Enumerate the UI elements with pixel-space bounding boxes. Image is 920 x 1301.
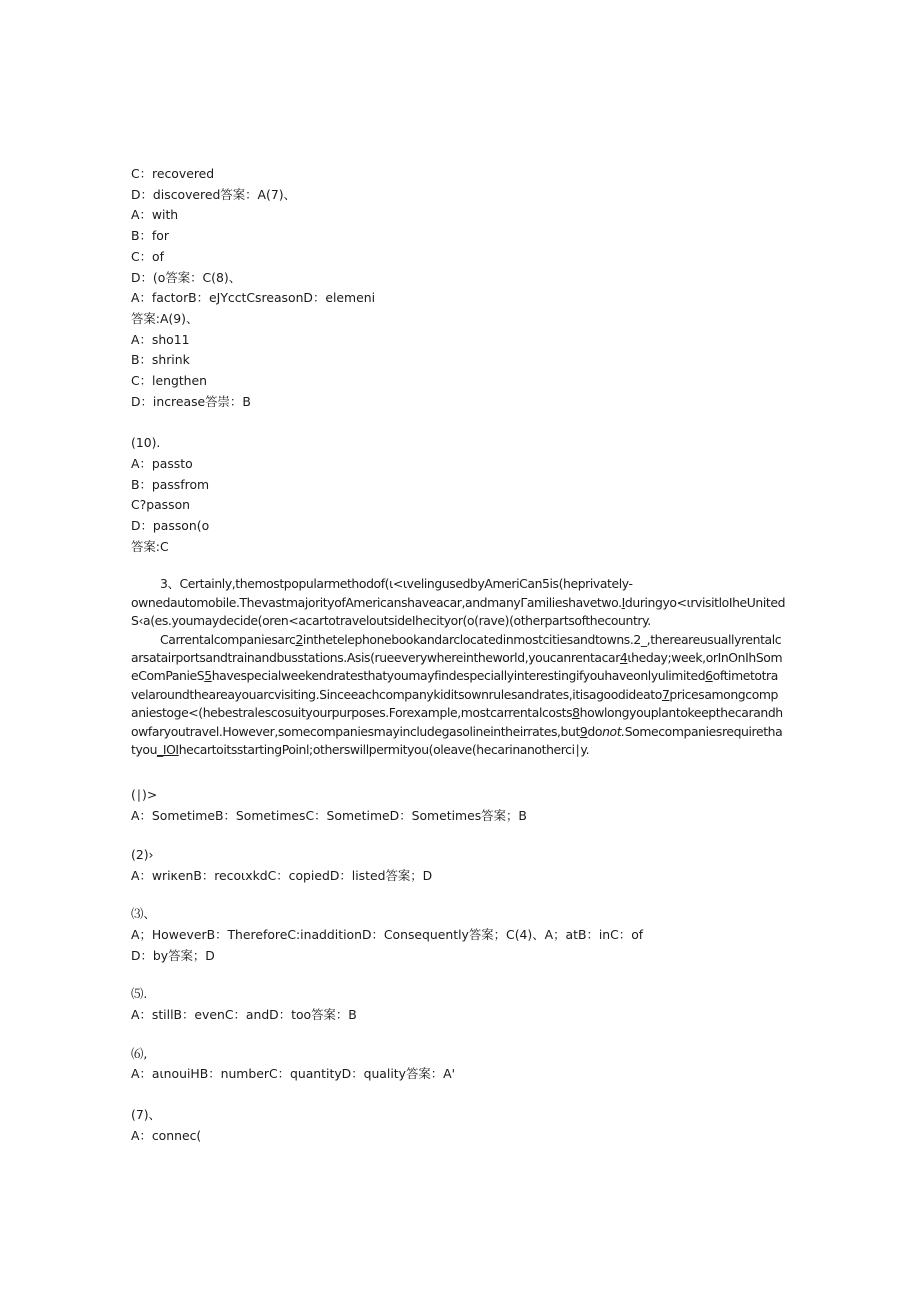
question-options: A：SometimeB：SometimesC：SometimeD：Sometimes答案；B <box>131 808 527 824</box>
text-line: A：sho11 <box>131 331 190 347</box>
question-options: A：aιnouiHB：numberC：quantityD：quality答案：A' <box>131 1066 456 1082</box>
text-line: D：passon(o <box>131 517 210 533</box>
question-number: ⑸. <box>131 986 148 1002</box>
text-line: (10). <box>131 435 161 451</box>
answer-block-1 <box>131 164 791 412</box>
text-line: C?passon <box>131 497 191 513</box>
passage-line: ownedautomobile.ThevastmajorityofAmericanshaveacar,andmanyΓamilieshavetwo.Iduringyo<ιrvisitloIheUnited <box>131 594 786 610</box>
text-line: B：for <box>131 228 169 244</box>
passage-line: 3、Certainly,themostpopularmethodof(ι<ιvelingusedbyAmeriCan5is(heprivately- <box>160 576 633 592</box>
passage-line: velaroundtheareayouarcvisiting.Sinceeachcompanykiditsownrulesandrates,itisagoodideato7pricesamongcomp <box>131 686 779 702</box>
text-line: D：discovered答案：A(7)、 <box>131 186 296 202</box>
text-line: C：of <box>131 248 164 264</box>
document-page <box>131 164 791 1147</box>
text-line: A：passto <box>131 455 193 471</box>
passage-line: owfaryoutravel.However,somecompaniesmayincludegasolineintheirrates,but9donot.Somecompaniesrequiretha <box>131 723 783 739</box>
text-line: D：(o答案：C(8)、 <box>131 269 242 285</box>
question-number: (2)› <box>131 846 154 862</box>
question-5 <box>131 984 791 1025</box>
question-options: A：stillB：evenC：andD：too答案：B <box>131 1007 357 1023</box>
question-number: (7)、 <box>131 1107 161 1123</box>
question-number: ⑹, <box>131 1045 148 1061</box>
text-line: B：passfrom <box>131 476 210 492</box>
text-line: 答案:C <box>131 538 169 554</box>
question-7 <box>131 1105 791 1146</box>
passage-line: S‹a(es.youmaydecide(oren<acartotraveloutsideIhecityor(o(rave)(otherpartsofthecountry. <box>131 613 651 629</box>
question-options: A：wriκenB：recoιxkdC：copiedD：listed答案；D <box>131 867 433 883</box>
question-number: ⑶、 <box>131 906 156 922</box>
question-3 <box>131 904 791 966</box>
text-line: C：lengthen <box>131 373 208 389</box>
question-options: A：connec( <box>131 1127 202 1143</box>
text-line: A：factorB：eJYcctCsreasonD：elemeni <box>131 290 376 306</box>
question-number: (∣)> <box>131 787 158 803</box>
text-line: B：shrink <box>131 352 190 368</box>
reading-passage <box>131 575 788 759</box>
text-line: 答案:A(9)、 <box>131 310 199 326</box>
question-2 <box>131 845 791 886</box>
text-line: C：recovered <box>131 166 215 181</box>
text-line: D：increase答崇：B <box>131 393 251 409</box>
passage-line: aniestoge<(hebestralescosuityourpurposes.Forexample,mostcarrentalcosts8howlongyouplantokeepthecarandh <box>131 705 783 721</box>
passage-line: Carrentalcompaniesarc2inthetelephonebookandarclocatedinmostcitiesandtowns.2_,thereareusuallyrentalc <box>160 631 782 647</box>
question-options: D：by答案；D <box>131 947 215 963</box>
question-1 <box>131 785 791 826</box>
text-line: A：with <box>131 207 179 223</box>
answer-block-2 <box>131 433 791 557</box>
question-options: A；HoweverB：ThereforeC:inadditionD：Consequently答案；C(4)、A；atB：inC：of <box>131 926 644 942</box>
passage-line: eComPanieS5havespecialweekendratesthatyoumayfindespeciallyinterestingifyouhaveonlyulimited6oftimetotra <box>131 668 778 684</box>
passage-line: arsatairportsandtrainandbusstations.Asis(rueeverywhereintheworld,youcanrentacar4ιheday;week,orInOnIhSom <box>131 649 783 665</box>
passage-line: tyou_IOIhecartoitsstartingPoinl;otherswillpermityou(oleave(hecarinanotherci∣y. <box>131 742 590 757</box>
question-6 <box>131 1044 791 1085</box>
